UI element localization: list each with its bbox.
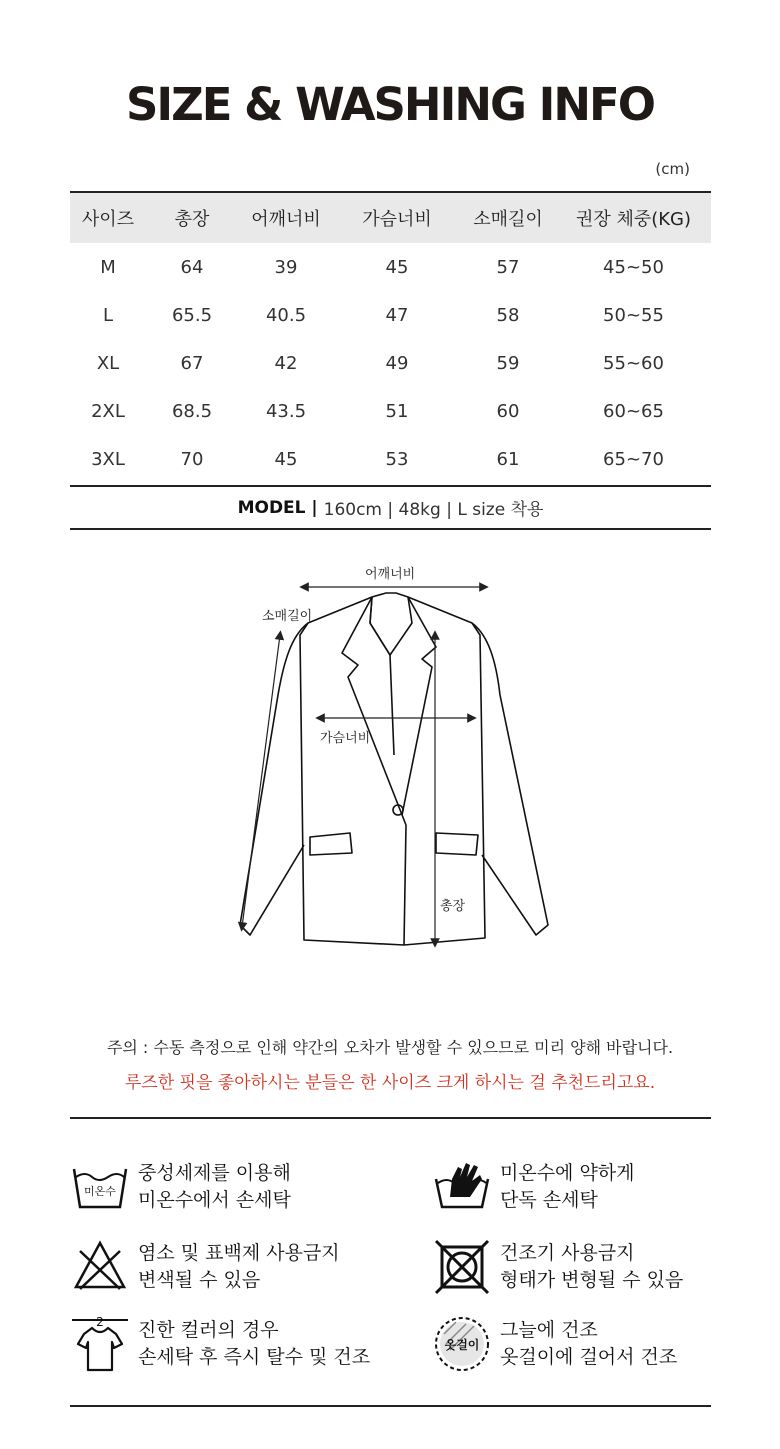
shade-hang-dry-icon — [432, 1314, 492, 1374]
wash-item — [70, 1237, 340, 1297]
header-cell: 소매길이 — [473, 209, 543, 230]
table-cell: 65.5 — [171, 304, 213, 326]
size-cell: 2XL — [91, 400, 125, 422]
page-title: SIZE & WASHING INFO — [125, 78, 654, 131]
size-table — [70, 191, 711, 483]
jacket-diagram — [200, 555, 580, 975]
table-cell: 60~65 — [603, 400, 664, 422]
table-row — [70, 243, 711, 291]
table-cell: 40.5 — [265, 304, 307, 326]
table-body — [70, 243, 711, 483]
table-cell: 45 — [385, 256, 409, 278]
table-cell: 60 — [496, 400, 520, 422]
no-bleach-icon — [70, 1237, 130, 1297]
no-tumble-dry-icon — [432, 1237, 492, 1297]
shoulder-width-label: 어깨너비 — [365, 567, 416, 582]
chest-width-label: 가슴너비 — [320, 731, 371, 746]
table-row — [70, 435, 711, 483]
table-cell: 42 — [274, 352, 298, 374]
wash-line2: 변색될 수 있음 — [138, 1269, 261, 1291]
size-cell: L — [102, 304, 114, 326]
wash-line2: 단독 손세탁 — [500, 1189, 598, 1211]
table-cell: 61 — [496, 448, 520, 470]
model-info — [70, 485, 711, 530]
table-cell: 70 — [180, 448, 204, 470]
spin-dry-icon — [70, 1314, 130, 1374]
sleeve-length-label: 소매길이 — [262, 609, 313, 624]
jacket-illustration — [200, 555, 580, 975]
washing-info — [70, 1117, 711, 1407]
table-row — [70, 291, 711, 339]
header-cell: 가슴너비 — [362, 209, 432, 230]
wash-line1: 염소 및 표백제 사용금지 — [138, 1242, 340, 1264]
header-cell: 어깨너비 — [251, 209, 321, 230]
size-cell: 3XL — [91, 448, 125, 470]
header-cell: 사이즈 — [81, 209, 135, 230]
wash-line1: 중성세제를 이용해 — [138, 1162, 291, 1184]
wash-line1: 진한 컬러의 경우 — [138, 1319, 279, 1341]
table-cell: 64 — [180, 256, 204, 278]
table-cell: 58 — [496, 304, 520, 326]
wash-line2: 손세탁 후 즉시 탈수 및 건조 — [138, 1346, 371, 1368]
table-cell: 68.5 — [171, 400, 213, 422]
total-length-label: 총장 — [440, 899, 466, 914]
svg-text:2: 2 — [96, 1315, 104, 1329]
hanger-text: 옷걸이 — [444, 1338, 480, 1352]
table-cell: 47 — [385, 304, 409, 326]
header-cell: 권장 체중(KG) — [575, 209, 692, 230]
fit-tip: 루즈한 핏을 좋아하시는 분들은 한 사이즈 크게 하시는 걸 추천드리고요. — [124, 1073, 656, 1093]
wash-item — [432, 1157, 635, 1217]
table-cell: 53 — [385, 448, 409, 470]
table-row — [70, 387, 711, 435]
table-cell: 67 — [180, 352, 204, 374]
wash-item — [432, 1237, 683, 1297]
wash-line1: 건조기 사용금지 — [500, 1242, 635, 1264]
table-cell: 57 — [496, 256, 520, 278]
wash-line2: 미온수에서 손세탁 — [138, 1189, 291, 1211]
table-cell: 43.5 — [265, 400, 307, 422]
model-details: 160cm | 48kg | L size 착용 — [323, 500, 544, 520]
table-row — [70, 339, 711, 387]
wash-item — [432, 1314, 677, 1374]
unit-label: (cm) — [655, 160, 690, 178]
wash-item — [70, 1314, 370, 1374]
wash-tub-icon — [70, 1157, 130, 1217]
size-cell: M — [100, 256, 116, 278]
model-label: MODEL | — [237, 497, 318, 518]
table-cell: 39 — [274, 256, 298, 278]
table-cell: 49 — [385, 352, 409, 374]
header-cell: 총장 — [174, 209, 210, 230]
wash-line1: 그늘에 건조 — [500, 1319, 598, 1341]
table-cell: 45 — [274, 448, 298, 470]
size-cell: XL — [96, 352, 120, 374]
measurement-caution: 주의 : 수동 측정으로 인해 약간의 오차가 발생할 수 있으므로 미리 양해 바랍니다. — [106, 1038, 674, 1057]
wash-line2: 옷걸이에 걸어서 건조 — [500, 1346, 678, 1368]
hand-wash-icon — [432, 1157, 492, 1217]
table-cell: 59 — [496, 352, 520, 374]
table-cell: 51 — [385, 400, 409, 422]
table-cell: 55~60 — [603, 352, 664, 374]
table-header-row — [70, 193, 711, 243]
wash-line2: 형태가 변형될 수 있음 — [500, 1269, 684, 1291]
wash-item — [70, 1157, 291, 1217]
wash-tub-text: 미온수 — [84, 1185, 116, 1198]
table-cell: 45~50 — [603, 256, 664, 278]
wash-line1: 미온수에 약하게 — [500, 1162, 635, 1184]
table-cell: 50~55 — [603, 304, 664, 326]
table-cell: 65~70 — [603, 448, 664, 470]
